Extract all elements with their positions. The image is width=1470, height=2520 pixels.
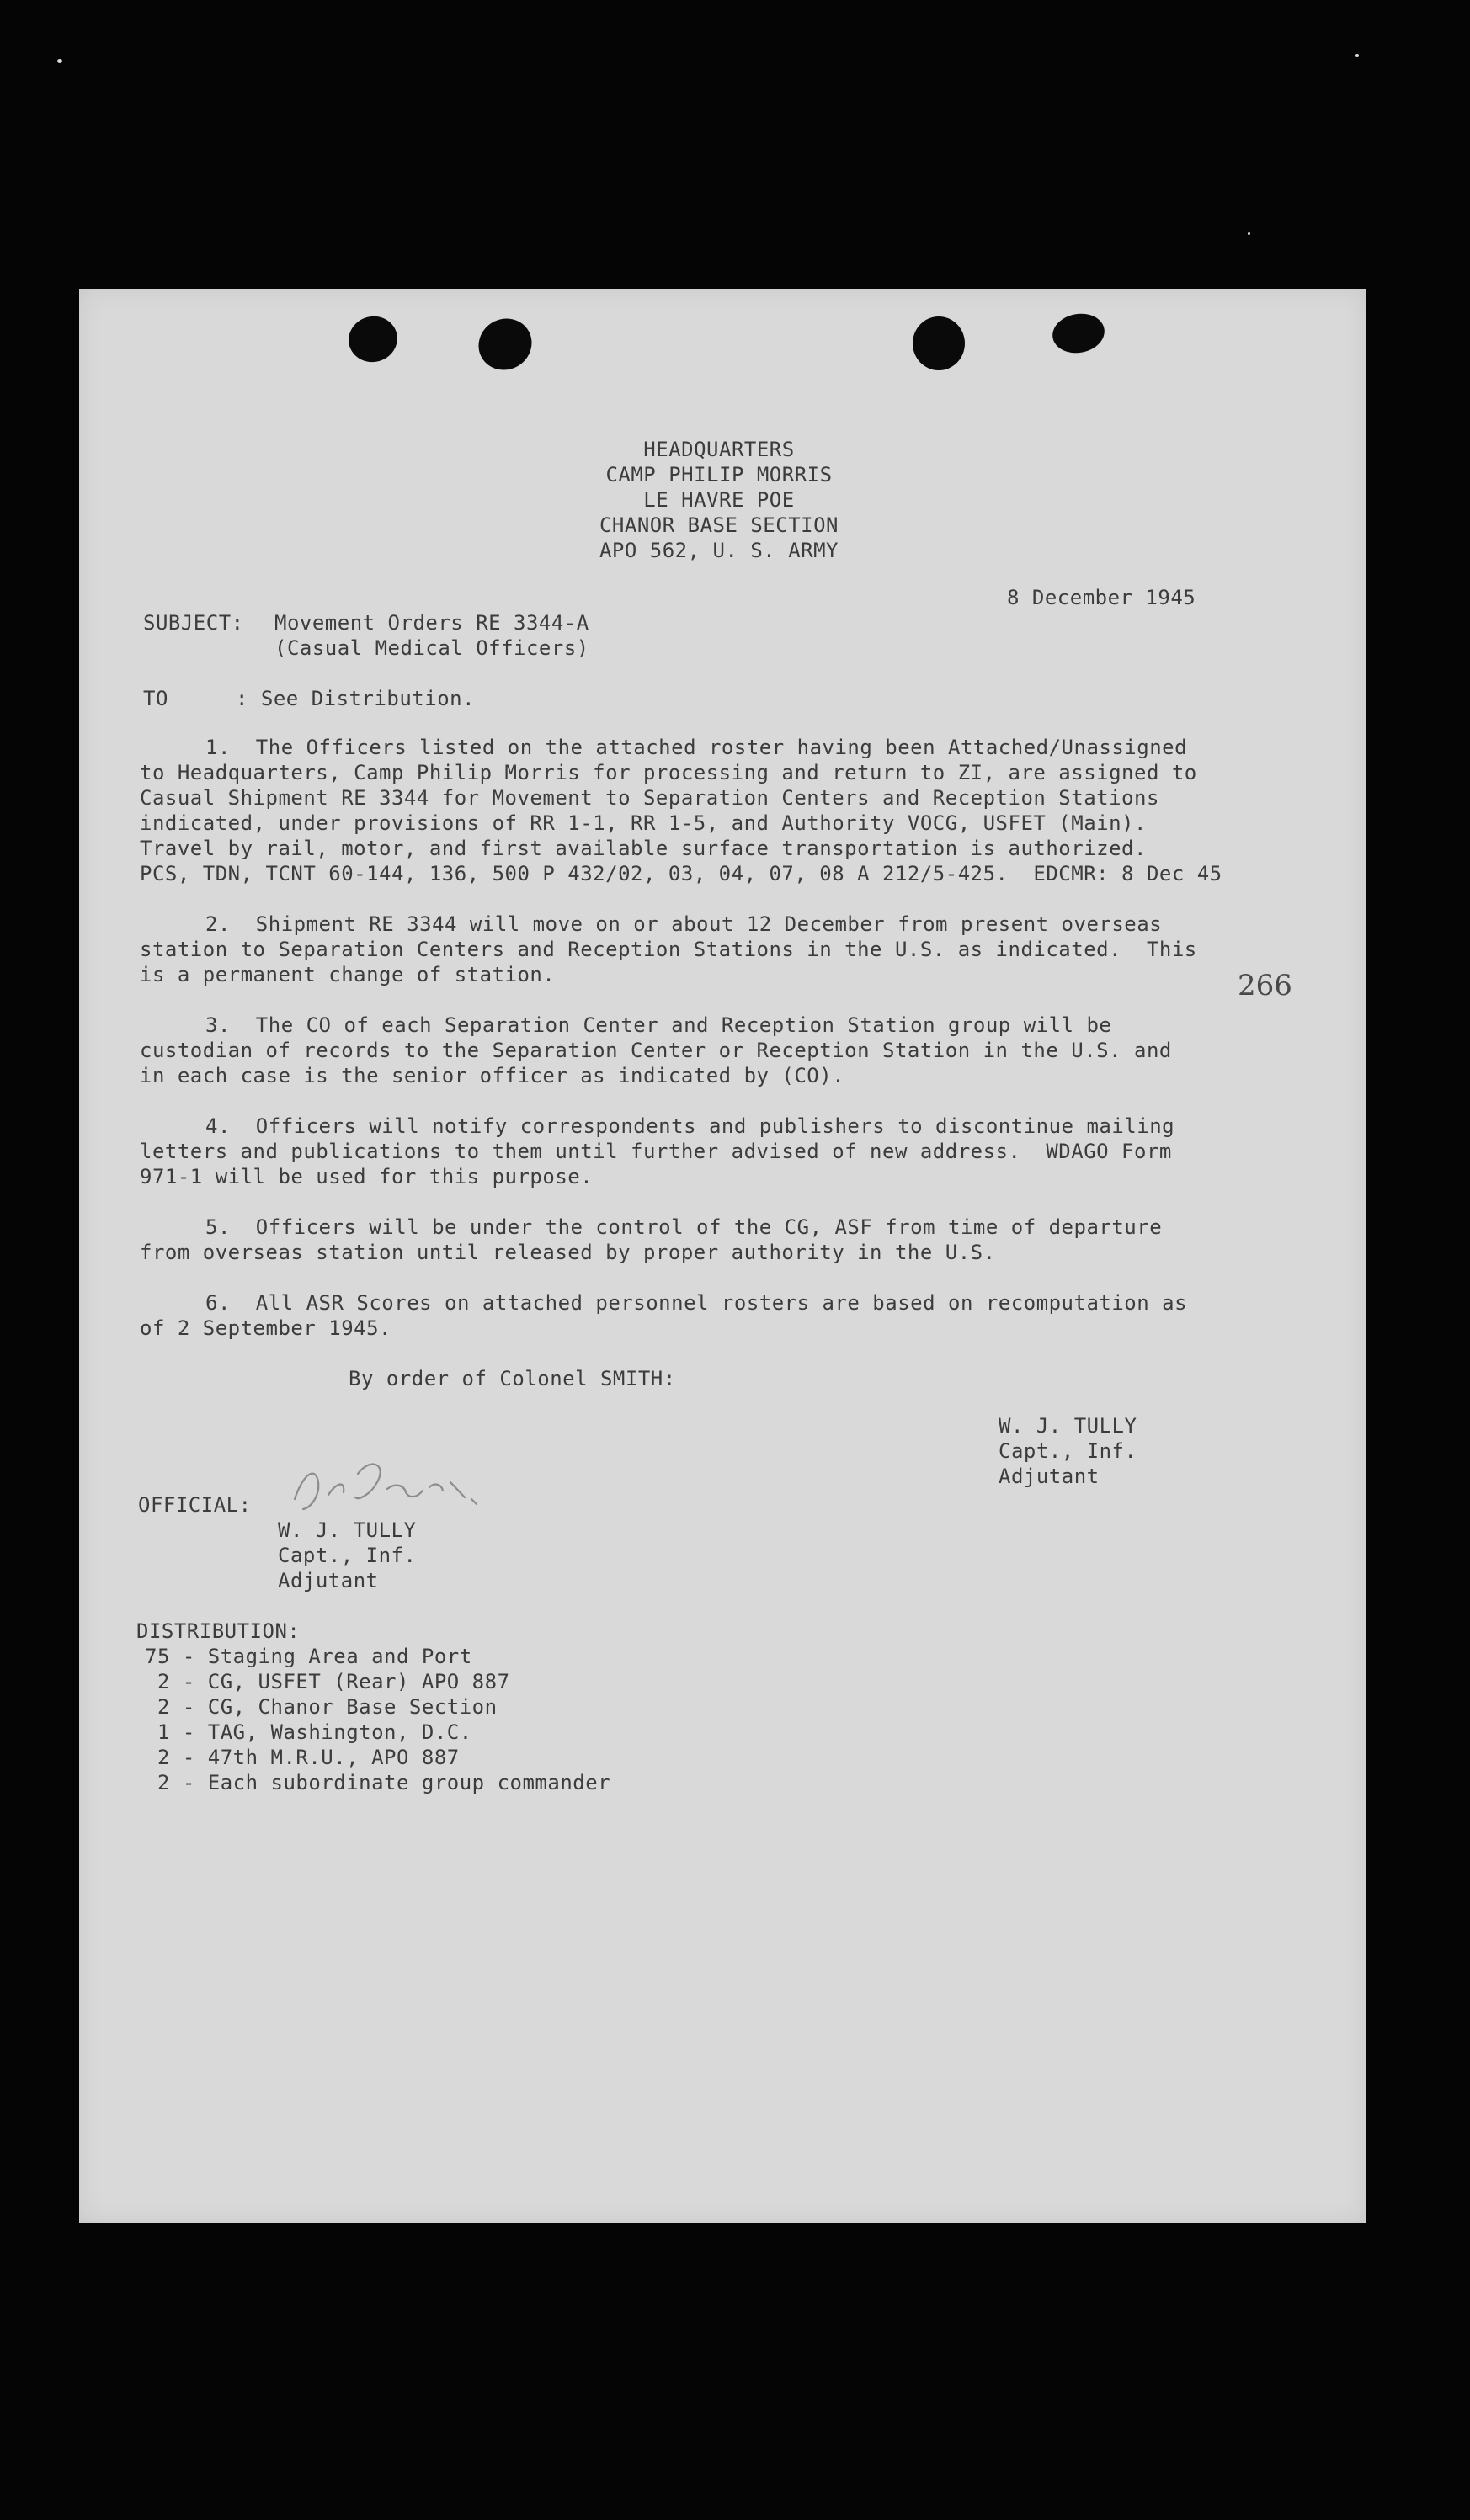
letterhead-line-3: LE HAVRE POE	[643, 488, 795, 512]
scan-speck	[1355, 54, 1359, 57]
paragraph-1-line: 1. The Officers listed on the attached roster having been Attached/Unassigned	[205, 736, 1188, 759]
distribution-item: 2 - CG, Chanor Base Section	[145, 1695, 498, 1719]
punch-hole-3	[913, 316, 965, 370]
signer-name: W. J. TULLY	[999, 1414, 1137, 1438]
paragraph-1-line: Casual Shipment RE 3344 for Movement to Separation Centers and Reception Stations	[140, 786, 1159, 810]
paragraph-4-line: letters and publications to them until further advised of new address. WDAGO Form	[140, 1140, 1172, 1163]
punch-hole-4	[1049, 310, 1107, 357]
paragraph-3-line: custodian of records to the Separation Center or Reception Station in the U.S. and	[140, 1039, 1172, 1062]
distribution-item: 2 - CG, USFET (Rear) APO 887	[145, 1670, 510, 1693]
subject-line-2: (Casual Medical Officers)	[274, 636, 589, 660]
subject-line-1: Movement Orders RE 3344-A	[274, 611, 589, 635]
paragraph-2-line: 2. Shipment RE 3344 will move on or about 12 December from present overseas	[205, 912, 1163, 936]
to-label: TO	[143, 687, 168, 710]
official-label: OFFICIAL:	[138, 1493, 252, 1517]
signer-title: Adjutant	[999, 1465, 1100, 1488]
official-title: Adjutant	[278, 1569, 379, 1592]
letterhead-line-2: CAMP PHILIP MORRIS	[605, 463, 833, 486]
paragraph-1-line: to Headquarters, Camp Philip Morris for processing and return to ZI, are assigned to	[140, 761, 1197, 784]
by-order-line: By order of Colonel SMITH:	[349, 1367, 676, 1390]
page-stamp-number: 266	[1238, 969, 1292, 1002]
official-rank: Capt., Inf.	[278, 1544, 417, 1567]
letterhead-line-5: APO 562, U. S. ARMY	[599, 539, 839, 562]
paragraph-1-line: Travel by rail, motor, and first available surface transportation is authorized.	[140, 837, 1147, 860]
letterhead-line-1: HEADQUARTERS	[643, 438, 795, 461]
paragraph-3-line: 3. The CO of each Separation Center and Reception Station group will be	[205, 1013, 1112, 1037]
signer-rank: Capt., Inf.	[999, 1439, 1137, 1463]
paragraph-6-line: of 2 September 1945.	[140, 1316, 391, 1340]
document-date: 8 December 1945	[1007, 586, 1196, 609]
paragraph-4-line: 971-1 will be used for this purpose.	[140, 1165, 594, 1188]
document-page	[79, 289, 1366, 2223]
distribution-item: 2 - Each subordinate group commander	[145, 1771, 611, 1794]
distribution-item: 2 - 47th M.R.U., APO 887	[145, 1746, 460, 1769]
paragraph-1-line: indicated, under provisions of RR 1-1, RR 1-5, and Authority VOCG, USFET (Main).	[140, 811, 1147, 835]
paragraph-6-line: 6. All ASR Scores on attached personnel rosters are based on recomputation as	[205, 1291, 1188, 1315]
subject-label: SUBJECT:	[143, 611, 244, 635]
paragraph-2-line: station to Separation Centers and Reception Stations in the U.S. as indicated. This	[140, 938, 1197, 961]
paragraph-2-line: is a permanent change of station.	[140, 963, 556, 986]
letterhead-line-4: CHANOR BASE SECTION	[599, 513, 839, 537]
punch-hole-1	[344, 311, 402, 367]
paragraph-1-line: PCS, TDN, TCNT 60-144, 136, 500 P 432/02, 03, 04, 07, 08 A 212/5-425. EDCMR: 8 Dec 45	[140, 862, 1222, 885]
distribution-item: 1 - TAG, Washington, D.C.	[145, 1720, 472, 1744]
punch-hole-2	[469, 309, 541, 380]
distribution-item: 75 - Staging Area and Port	[145, 1645, 472, 1668]
official-name: W. J. TULLY	[278, 1518, 417, 1542]
paragraph-5-line: 5. Officers will be under the control of the CG, ASF from time of departure	[205, 1215, 1163, 1239]
paragraph-4-line: 4. Officers will notify correspondents and publishers to discontinue mailing	[205, 1114, 1175, 1138]
handwritten-signature	[278, 1449, 497, 1524]
scan-speck	[57, 59, 62, 63]
paragraph-3-line: in each case is the senior officer as indicated by (CO).	[140, 1064, 845, 1087]
paragraph-5-line: from overseas station until released by proper authority in the U.S.	[140, 1241, 996, 1264]
distribution-label: DISTRIBUTION:	[136, 1619, 301, 1643]
scan-speck	[1248, 232, 1250, 235]
to-value: : See Distribution.	[236, 687, 476, 710]
